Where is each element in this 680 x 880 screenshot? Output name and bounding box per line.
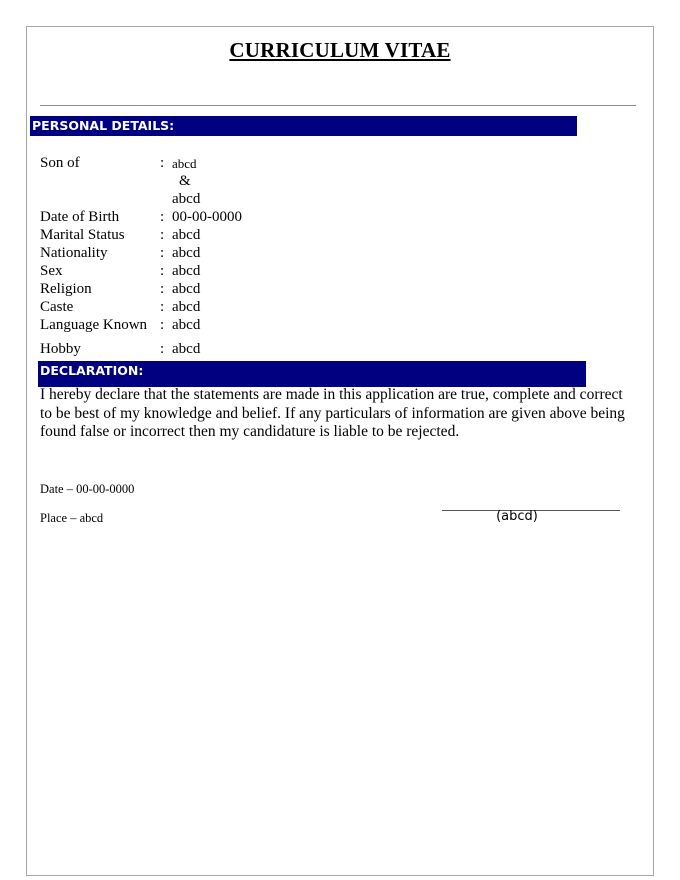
son-of-colon: : [160, 155, 165, 171]
language-known-label: Language Known [40, 317, 148, 333]
title-divider [40, 105, 636, 106]
hobby-label: Hobby [40, 341, 81, 357]
footer-date: Date – 00-00-0000 [40, 482, 135, 496]
document-page [26, 26, 654, 876]
religion-colon: : [160, 281, 165, 297]
declaration-line: to be best of my knowledge and belief. If any particulars of information are given above being [40, 404, 625, 422]
marital-status-colon: : [160, 227, 165, 243]
language-known-colon: : [160, 317, 165, 333]
hobby-value: abcd [172, 341, 201, 357]
hobby-colon: : [160, 341, 165, 357]
dob-colon: : [160, 209, 165, 225]
nationality-value: abcd [172, 245, 201, 261]
declaration-text [40, 386, 640, 442]
dob-value: 00-00-0000 [172, 209, 242, 225]
section-header-declaration: DECLARATION: [38, 361, 586, 387]
marital-status-label: Marital Status [40, 227, 125, 243]
caste-value: abcd [172, 299, 201, 315]
nationality-colon: : [160, 245, 165, 261]
sex-value: abcd [172, 263, 201, 279]
son-of-connector: & [179, 173, 191, 189]
dob-label: Date of Birth [40, 209, 120, 225]
declaration-line: found false or incorrect then my candidature is liable to be rejected. [40, 423, 460, 440]
footer-place: Place – abcd [40, 511, 104, 525]
marital-status-value: abcd [172, 227, 201, 243]
page-title: CURRICULUM VITAE [229, 38, 451, 62]
declaration-line: I hereby declare that the statements are made in this application are true, complete and correct [40, 386, 623, 403]
nationality-label: Nationality [40, 245, 108, 261]
sex-colon: : [160, 263, 165, 279]
religion-value: abcd [172, 281, 201, 297]
section-header-personal-details: PERSONAL DETAILS: [30, 116, 577, 136]
signature-name: (abcd) [496, 509, 538, 524]
sex-label: Sex [40, 263, 63, 279]
son-of-value-1: abcd [172, 156, 197, 171]
religion-label: Religion [40, 281, 92, 297]
son-of-value-2: abcd [172, 191, 201, 207]
language-known-value: abcd [172, 317, 201, 333]
caste-colon: : [160, 299, 165, 315]
son-of-label: Son of [40, 155, 80, 171]
caste-label: Caste [40, 299, 74, 315]
